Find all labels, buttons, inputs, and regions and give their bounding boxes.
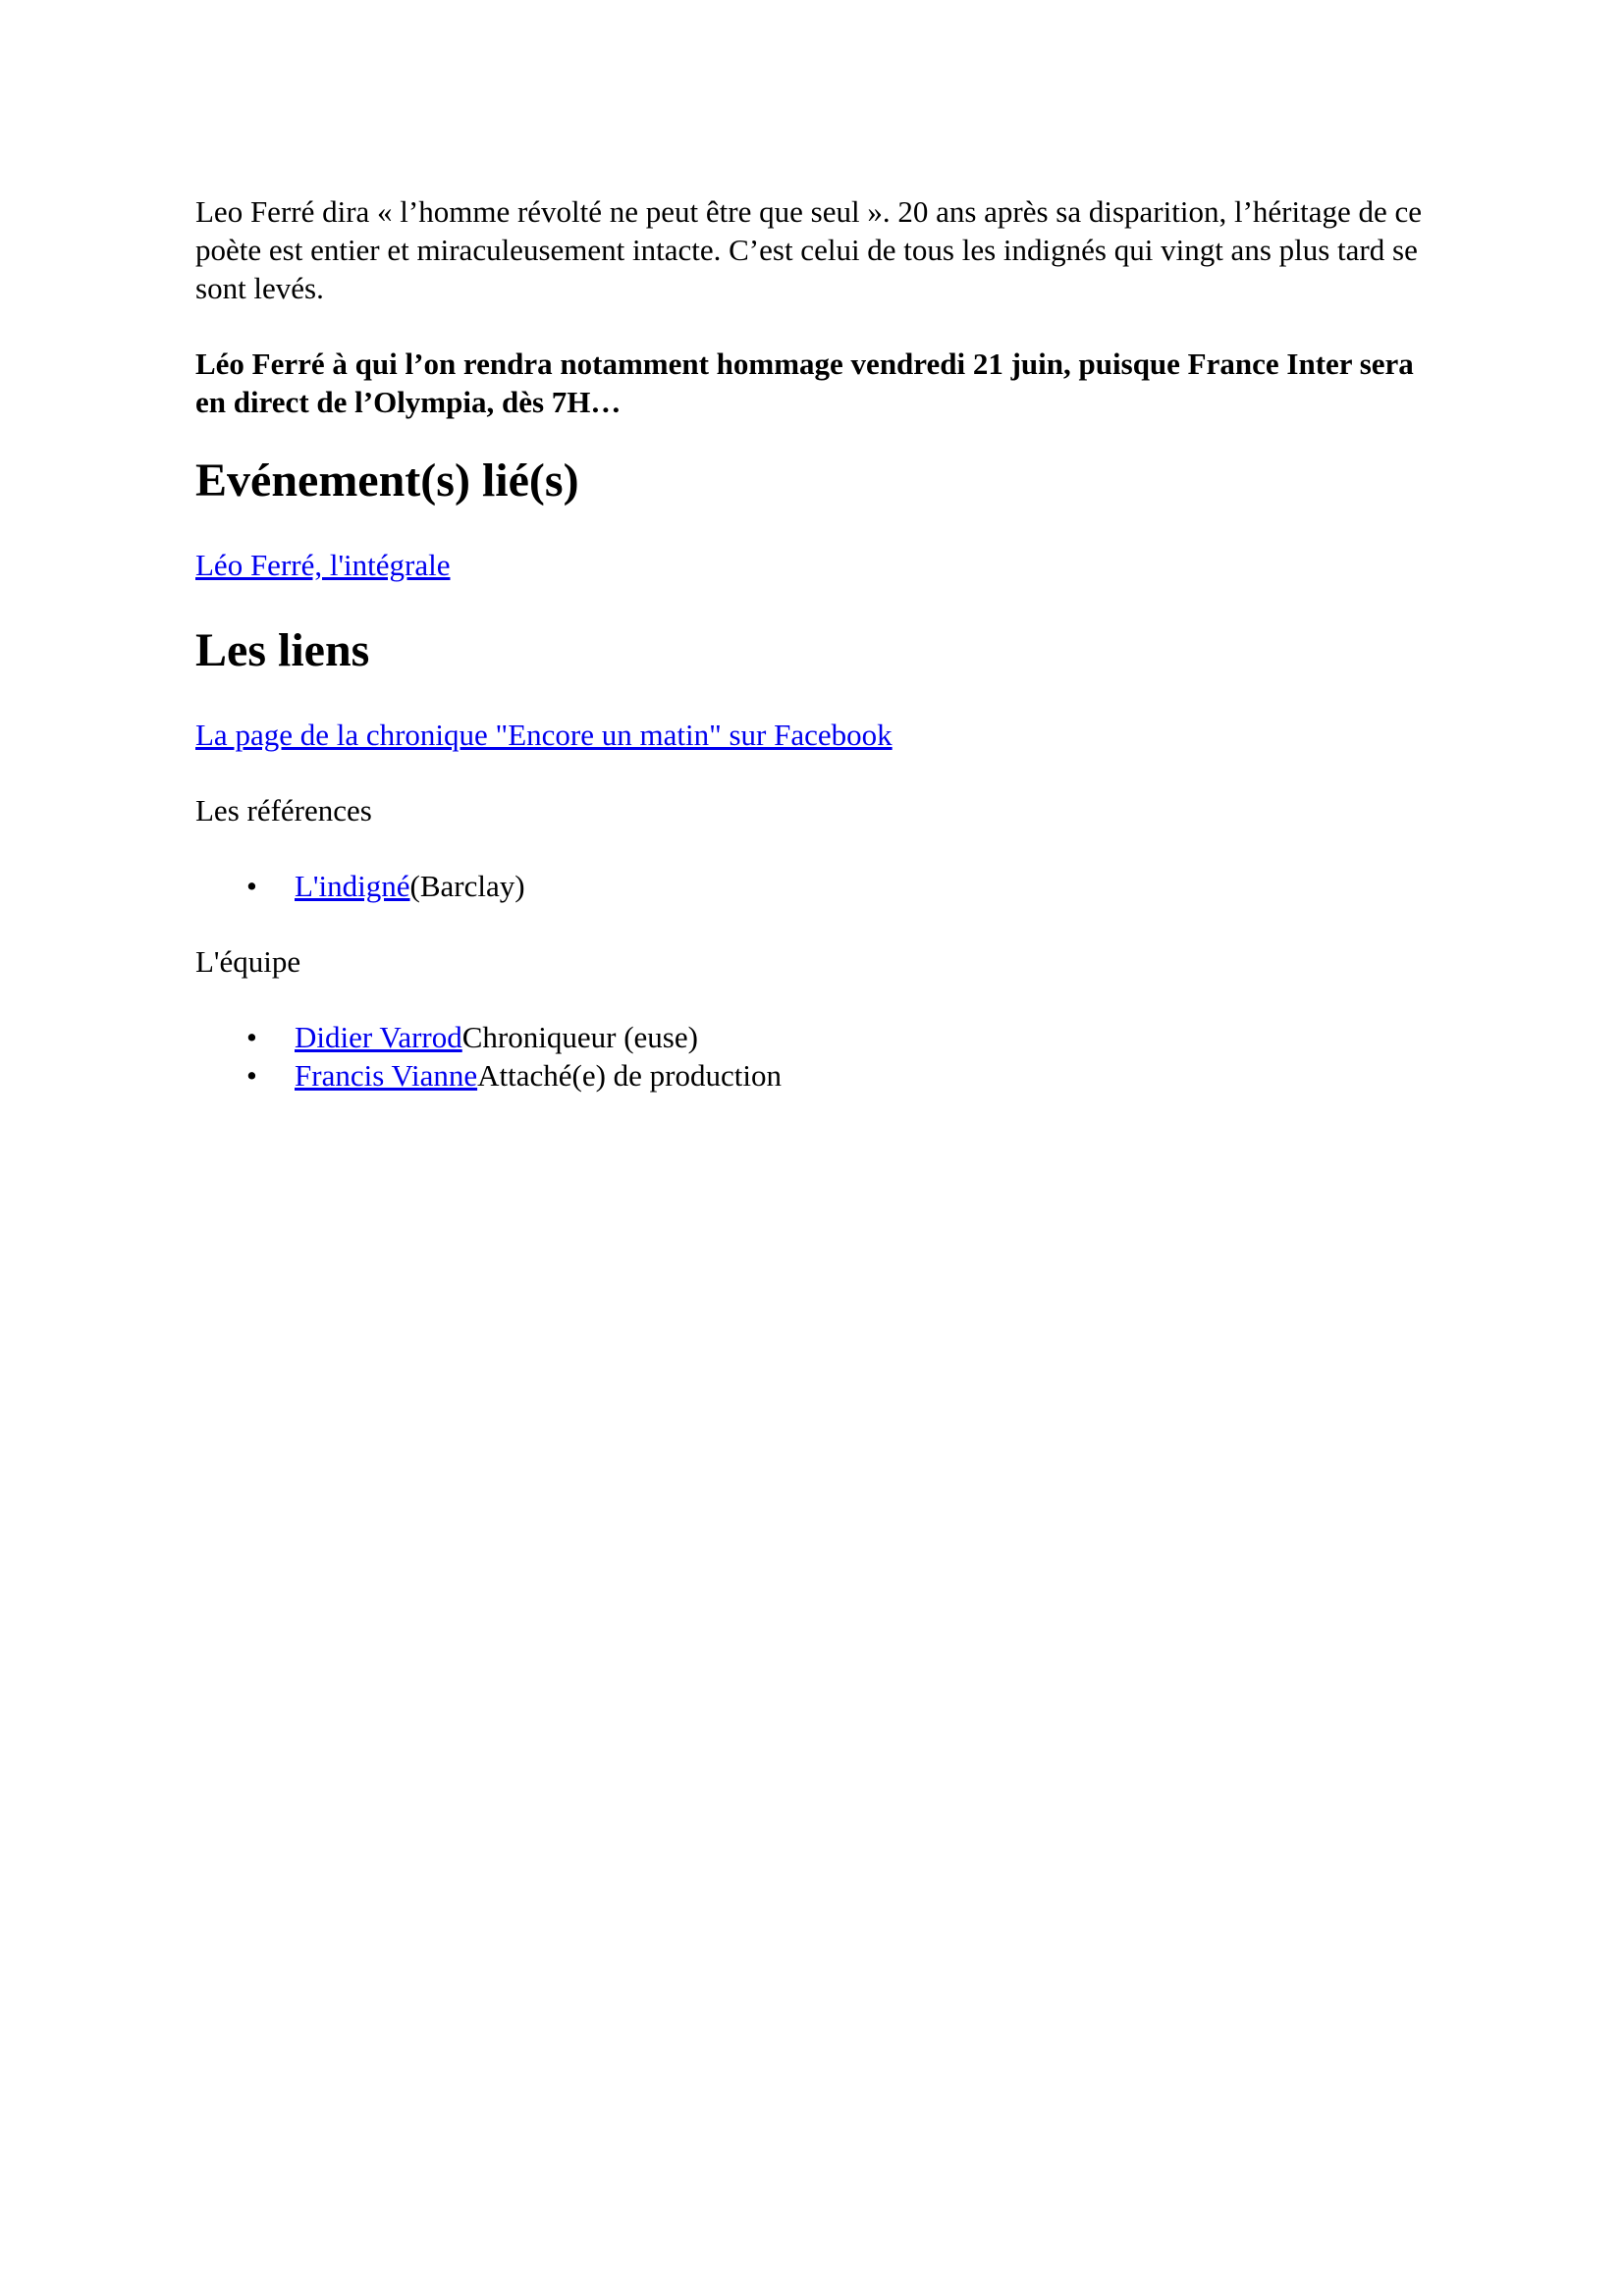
events-heading: Evénement(s) lié(s) (195, 454, 579, 507)
bullet-icon: • (246, 1020, 257, 1054)
facebook-chronicle-link[interactable]: La page de la chronique "Encore un matin" sur Facebook (195, 718, 893, 752)
team-member-role: Chroniqueur (euse) (461, 1020, 698, 1054)
list-item (195, 867, 1433, 905)
team-label: L'équipe (195, 944, 301, 979)
team-member-role: Attaché(e) de production (477, 1058, 782, 1093)
bullet-icon: • (246, 869, 257, 903)
links-heading: Les liens (195, 624, 370, 676)
reference-link-lindigne[interactable]: L'indigné (295, 869, 410, 903)
event-link-leo-ferre[interactable]: Léo Ferré, l'intégrale (195, 548, 451, 582)
list-item (195, 1018, 1433, 1056)
bullet-icon: • (246, 1058, 257, 1093)
list-item (195, 1056, 1433, 1095)
references-list (195, 867, 1433, 905)
document-page (195, 192, 1433, 1095)
facebook-link-paragraph (195, 716, 1433, 754)
references-label: Les références (195, 793, 372, 828)
team-list (195, 1018, 1433, 1095)
intro-paragraph: Leo Ferré dira « l’homme révolté ne peut être que seul ». 20 ans après sa disparition, l’héritage de ce poète est entier et miraculeusement intacte. C’est celui de tous les indignés qui vingt ans plus tard se sont levés. (195, 194, 1423, 305)
highlight-paragraph: Léo Ferré à qui l’on rendra notamment hommage vendredi 21 juin, puisque France Inter sera en direct de l’Olympia, dès 7H… (195, 347, 1414, 419)
team-member-link-didier-varrod[interactable]: Didier Varrod (295, 1020, 462, 1054)
events-link-paragraph (195, 546, 1433, 584)
team-member-link-francis-vianne[interactable]: Francis Vianne (295, 1058, 478, 1093)
reference-note: (Barclay) (409, 869, 525, 903)
